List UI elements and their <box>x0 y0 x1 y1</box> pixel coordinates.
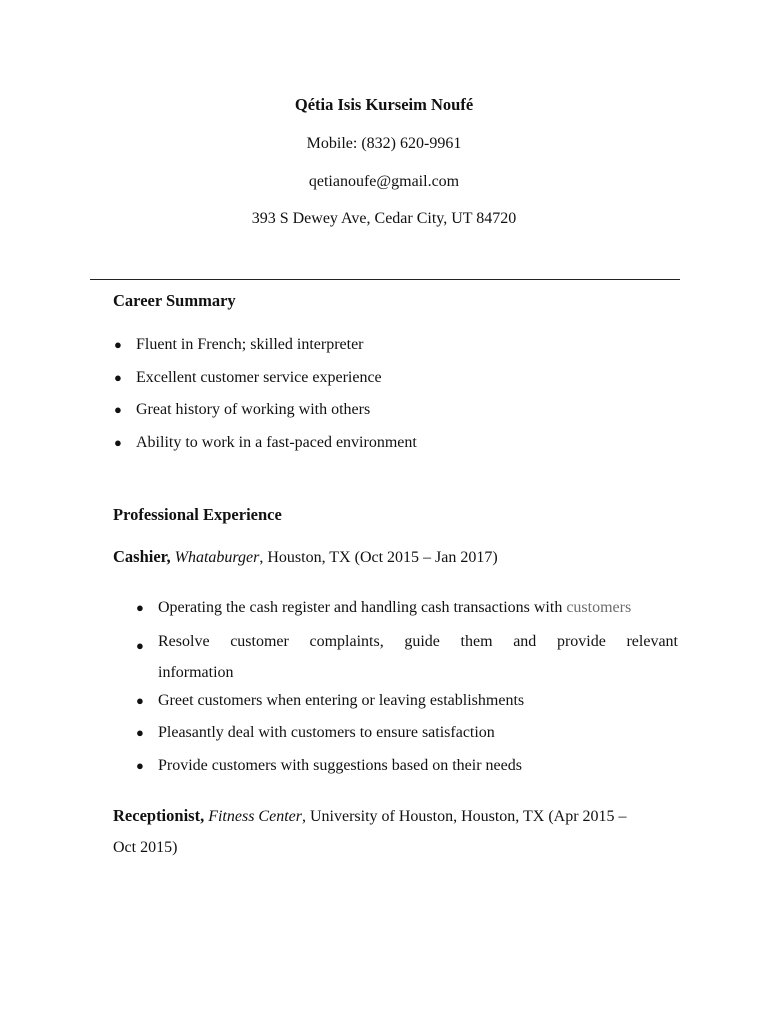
bullet-icon: ● <box>114 337 122 352</box>
bullet-icon: ● <box>136 757 144 773</box>
list-item: ● Ability to work in a fast-paced environment <box>136 432 636 465</box>
email-address: qetianoufe@gmail.com <box>308 173 460 190</box>
list-item: ● Fluent in French; skilled interpreter <box>136 334 636 367</box>
bullet-icon: ● <box>136 600 144 615</box>
bullet-icon: ● <box>114 434 122 450</box>
list-item: ● Operating the cash register and handling cash transactions with customers <box>158 597 678 619</box>
list-item: ● Pleasantly deal with customers to ensure satisfaction <box>158 722 678 744</box>
employer-name: Fitness Center <box>208 808 302 825</box>
bullet-icon: ● <box>136 637 144 653</box>
bullet-icon: ● <box>136 692 144 708</box>
list-item: ● Excellent customer service experience <box>136 367 636 400</box>
mobile-number: Mobile: (832) 620-9961 <box>306 135 462 152</box>
bullet-icon: ● <box>136 725 144 740</box>
cashier-duties-list <box>136 597 678 787</box>
list-item: ● Greet customers when entering or leaving establishments <box>158 690 678 712</box>
career-summary-heading: Career Summary <box>113 291 236 310</box>
list-item: ● Resolve customer complaints, guide them and provide relevant information <box>158 626 678 688</box>
list-item: ● Provide customers with suggestions based on their needs <box>158 755 678 777</box>
postal-address: 393 S Dewey Ave, Cedar City, UT 84720 <box>251 210 517 227</box>
professional-experience-heading: Professional Experience <box>113 505 282 524</box>
job-title-receptionist: Receptionist, Fitness Center, University of Houston, Houston, TX (Apr 2015 – Oct 2015) <box>113 806 627 856</box>
header-divider <box>90 279 680 280</box>
list-item: ● Great history of working with others <box>136 399 636 432</box>
bullet-icon: ● <box>114 402 122 417</box>
bullet-icon: ● <box>114 369 122 385</box>
candidate-name: Qétia Isis Kurseim Noufé <box>294 95 474 114</box>
career-summary-list <box>114 334 636 464</box>
employer-name: Whataburger <box>174 549 260 566</box>
job-title-cashier: Cashier, Whataburger, Houston, TX (Oct 2015 – Jan 2017) <box>113 547 498 566</box>
